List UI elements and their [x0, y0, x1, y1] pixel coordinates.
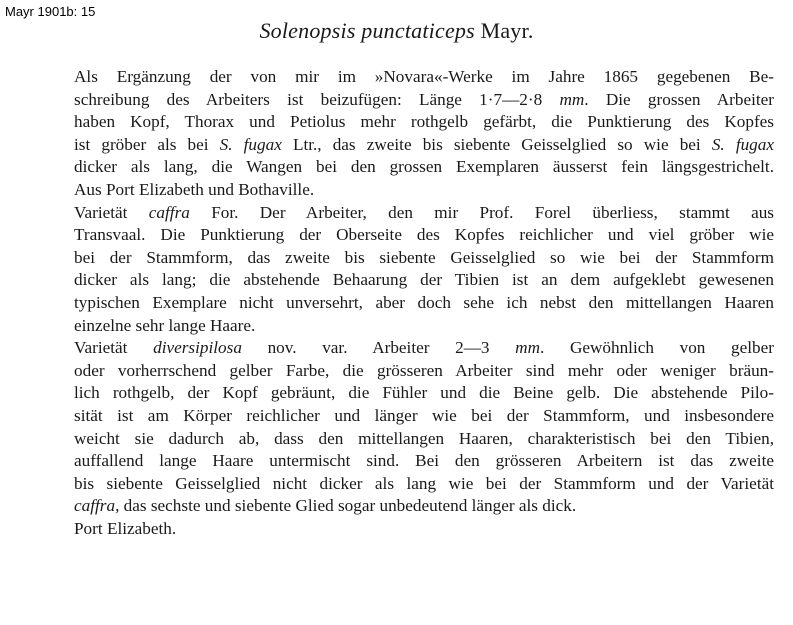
text-line: Als Ergänzung der von mir im »Novara«-Werke im Jahre 1865 gegebenen Be- — [74, 67, 774, 86]
text-line: lich rothgelb, der Kopf gebräunt, die Fühler und die Beine gelb. Die abstehende Pilo- — [74, 383, 774, 403]
text-line: oder vorherrschend gelber Farbe, die grösseren Arbeiter sind mehr oder weniger bräun- — [74, 360, 774, 380]
text-line: bis siebente Geisselglied nicht dicker als lang wie bei der Stammform und der Varietät — [74, 473, 774, 493]
text-line: sität ist am Körper reichlicher und länger wie bei der Stammform, und insbesondere — [74, 405, 774, 425]
text-line: ist gröber als bei S. fugax Ltr., das zweite bis siebente Geisselglied so wie bei S. fugax — [74, 134, 775, 154]
paragraph-worker-description — [42, 66, 774, 202]
species-name: Solenopsis punctaticeps — [259, 18, 475, 43]
text-line: Aus Port Elizabeth und Bothaville. — [74, 179, 315, 199]
text-line: einzelne sehr lange Haare. — [74, 315, 256, 335]
document-body — [42, 66, 774, 540]
text-line: Varietät diversipilosa nov. var. Arbeiter 2—3 mm. Gewöhnlich von gelber — [74, 338, 774, 358]
text-line: Varietät caffra For. Der Arbeiter, den mir Prof. Forel überliess, stammt aus — [74, 202, 774, 222]
source-label: Mayr 1901b: 15 — [5, 4, 96, 19]
paragraph-variety-caffra — [42, 202, 774, 338]
text-line: caffra, das sechste und siebente Glied sogar unbedeutend länger als dick. — [74, 496, 577, 516]
species-author: Mayr. — [480, 18, 534, 43]
text-line: Transvaal. Die Punktierung der Oberseite des Kopfes reichlicher und viel gröber wie — [74, 225, 774, 245]
text-line: dicker als lang; die abstehende Behaarung der Tibien ist an dem aufgeklebt gewesenen — [74, 270, 774, 290]
text-line: haben Kopf, Thorax und Petiolus mehr rothgelb gefärbt, die Punktierung des Kopfes — [74, 112, 774, 132]
paragraph-variety-diversipilosa — [42, 337, 774, 518]
text-line: typischen Exemplare nicht unversehrt, aber doch sehe ich nebst den mittellangen Haaren — [74, 292, 774, 312]
text-line: auffallend lange Haare untermischt sind. Bei den grösseren Arbeitern ist das zweite — [74, 451, 774, 471]
text-line: bei der Stammform, das zweite bis siebente Geisselglied so wie bei der Stammform — [74, 247, 774, 267]
text-line: dicker als lang, die Wangen bei den grossen Exemplaren äusserst fein längsgestrichelt. — [74, 157, 774, 177]
page-title — [0, 18, 793, 44]
text-line: schreibung des Arbeiters ist beizufügen: Länge 1·7—2·8 mm. Die grossen Arbeiter — [74, 89, 774, 109]
text-line: Port Elizabeth. — [74, 518, 177, 538]
text-line: weicht sie dadurch ab, dass den mittellangen Haaren, charakteristisch bei den Tibien, — [74, 428, 774, 448]
paragraph-locality — [42, 518, 774, 541]
